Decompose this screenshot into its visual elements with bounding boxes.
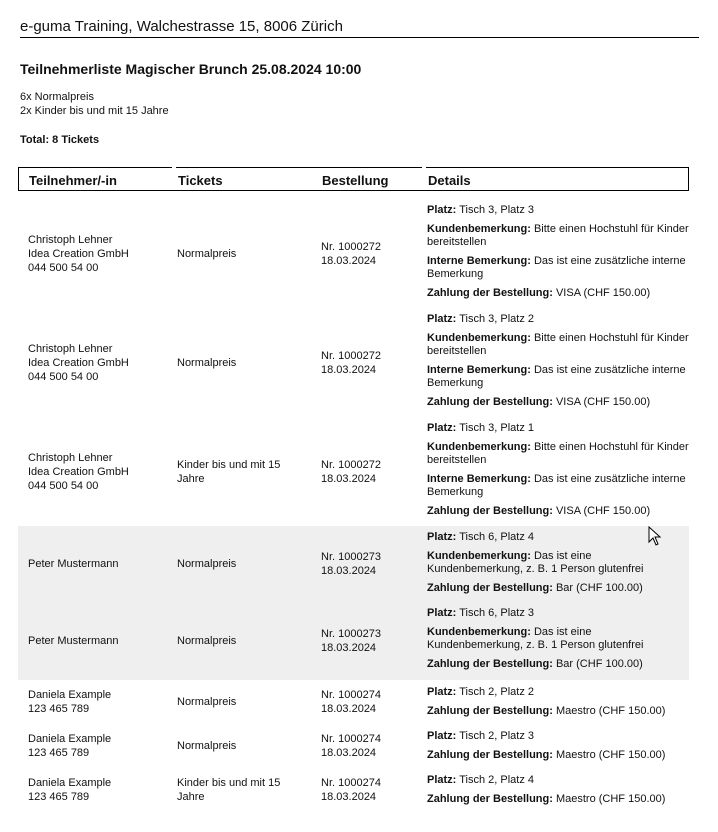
detail-label: Platz: (427, 730, 457, 742)
detail-entry (427, 422, 689, 436)
detail-value: Bar (CHF 100.00) (555, 657, 643, 670)
order-cell (321, 732, 421, 760)
order-number: Nr. 1000272 (321, 458, 381, 471)
detail-label: Kundenbemerkung: (427, 625, 531, 638)
ticket-cell: Normalpreis (177, 356, 237, 369)
detail-entry (427, 686, 689, 700)
table-row (18, 199, 689, 308)
detail-entry (427, 730, 689, 744)
detail-value: Maestro (CHF 150.00) (555, 704, 666, 717)
participant-line: Daniela Example (28, 689, 112, 701)
detail-label: Platz: (427, 531, 457, 543)
participant-line: 123 465 789 (28, 791, 90, 803)
participant-line: Peter Mustermann (28, 635, 119, 647)
details-cell (427, 686, 689, 723)
participant-line: Daniela Example (28, 777, 112, 789)
detail-value: Bitte einen Hochstuhl für Kinder bereitstellen (427, 331, 689, 357)
detail-label: Zahlung der Bestellung: (427, 657, 553, 670)
order-date: 18.03.2024 (321, 791, 377, 803)
participant-cell (28, 342, 173, 384)
ticket-cell: Normalpreis (177, 696, 237, 708)
detail-value: Das ist eine Kundenbemerkung, z. B. 1 Person glutenfrei (427, 549, 644, 575)
order-date: 18.03.2024 (321, 363, 377, 376)
detail-entry (427, 364, 689, 391)
detail-entry (427, 550, 689, 577)
order-date: 18.03.2024 (321, 642, 377, 654)
order-cell (321, 240, 421, 268)
detail-label: Interne Bemerkung: (427, 363, 531, 376)
detail-label: Platz: (427, 686, 457, 698)
detail-value: Bar (CHF 100.00) (555, 581, 643, 594)
ticket-cell: Normalpreis (177, 635, 237, 647)
order-cell (321, 688, 421, 716)
order-number: Nr. 1000274 (321, 777, 381, 789)
detail-entry (427, 582, 689, 596)
order-number: Nr. 1000273 (321, 628, 381, 640)
detail-value: Tisch 2, Platz 4 (459, 774, 534, 786)
detail-label: Zahlung der Bestellung: (427, 504, 553, 517)
table-row (18, 680, 689, 724)
detail-entry (427, 658, 689, 672)
detail-label: Zahlung der Bestellung: (427, 748, 553, 761)
participant-line: 123 465 789 (28, 703, 90, 715)
participant-cell (28, 557, 173, 571)
order-number: Nr. 1000272 (321, 240, 381, 253)
detail-entry (427, 473, 689, 500)
participant-cell (28, 451, 173, 493)
ticket-cell: Kinder bis und mit 15 Jahre (177, 777, 281, 803)
participant-line: 044 500 54 00 (28, 370, 99, 383)
detail-label: Zahlung der Bestellung: (427, 395, 553, 408)
participant-line: Idea Creation GmbH (28, 356, 129, 369)
ticket-cell: Normalpreis (177, 740, 237, 752)
details-cell (427, 422, 689, 523)
column-header-order: Bestellung (322, 173, 389, 188)
detail-entry (427, 204, 689, 218)
detail-label: Platz: (427, 422, 457, 434)
table-row (18, 308, 689, 417)
details-cell (427, 730, 689, 767)
detail-label: Platz: (427, 204, 457, 216)
detail-label: Kundenbemerkung: (427, 440, 531, 453)
ticket-summary (20, 90, 169, 118)
ticket-total: Total: 8 Tickets (20, 134, 100, 146)
order-number: Nr. 1000273 (321, 551, 381, 563)
detail-value: Bitte einen Hochstuhl für Kinder bereitstellen (427, 222, 689, 248)
detail-value: Das ist eine zusätzliche interne Bemerkung (427, 363, 686, 389)
order-number: Nr. 1000272 (321, 349, 381, 362)
column-header-tickets: Tickets (178, 173, 223, 188)
order-date: 18.03.2024 (321, 703, 377, 715)
detail-entry (427, 774, 689, 788)
order-cell (321, 627, 421, 655)
participant-line: Peter Mustermann (28, 558, 119, 570)
details-cell (427, 204, 689, 305)
header-divider (20, 37, 699, 38)
detail-label: Platz: (427, 313, 457, 325)
detail-entry (427, 749, 689, 763)
detail-value: Das ist eine zusätzliche interne Bemerkung (427, 472, 686, 498)
detail-value: Maestro (CHF 150.00) (555, 748, 666, 761)
order-date: 18.03.2024 (321, 254, 377, 267)
table-row (18, 602, 689, 680)
detail-value: Das ist eine Kundenbemerkung, z. B. 1 Person glutenfrei (427, 625, 644, 651)
table-row (18, 417, 689, 526)
table-row (18, 768, 689, 812)
order-date: 18.03.2024 (321, 472, 377, 485)
detail-label: Zahlung der Bestellung: (427, 792, 553, 805)
column-header-details: Details (428, 173, 471, 188)
detail-value: Tisch 2, Platz 3 (459, 730, 534, 742)
order-cell (321, 349, 421, 377)
detail-value: VISA (CHF 150.00) (555, 504, 651, 517)
table-header (18, 167, 689, 191)
order-number: Nr. 1000274 (321, 689, 381, 701)
detail-value: Tisch 2, Platz 2 (459, 686, 534, 698)
table-row (18, 526, 689, 602)
detail-entry (427, 287, 689, 301)
detail-label: Platz: (427, 607, 457, 619)
detail-entry (427, 313, 689, 327)
details-cell (427, 774, 689, 811)
order-date: 18.03.2024 (321, 747, 377, 759)
detail-value: Tisch 3, Platz 3 (459, 204, 534, 216)
detail-entry (427, 607, 689, 621)
participant-cell (28, 732, 173, 760)
detail-entry (427, 255, 689, 282)
participant-line: Christoph Lehner (28, 342, 113, 355)
detail-label: Kundenbemerkung: (427, 222, 531, 235)
detail-entry (427, 223, 689, 250)
ticket-cell: Normalpreis (177, 247, 237, 260)
participant-line: Christoph Lehner (28, 451, 113, 464)
participant-line: 044 500 54 00 (28, 261, 99, 274)
organization-header: e-guma Training, Walchestrasse 15, 8006 Zürich (20, 18, 343, 35)
detail-value: VISA (CHF 150.00) (555, 286, 651, 299)
detail-entry (427, 441, 689, 468)
detail-label: Kundenbemerkung: (427, 549, 531, 562)
detail-entry (427, 396, 689, 410)
detail-label: Platz: (427, 774, 457, 786)
detail-value: Tisch 6, Platz 4 (459, 531, 534, 543)
detail-value: Tisch 3, Platz 1 (459, 422, 534, 434)
detail-label: Zahlung der Bestellung: (427, 286, 553, 299)
detail-value: VISA (CHF 150.00) (555, 395, 651, 408)
detail-entry (427, 505, 689, 519)
detail-entry (427, 793, 689, 807)
summary-line: 2x Kinder bis und mit 15 Jahre (20, 105, 169, 117)
order-number: Nr. 1000274 (321, 733, 381, 745)
participant-line: Idea Creation GmbH (28, 247, 129, 260)
detail-label: Zahlung der Bestellung: (427, 704, 553, 717)
detail-value: Bitte einen Hochstuhl für Kinder bereitstellen (427, 440, 689, 466)
summary-line: 6x Normalpreis (20, 91, 94, 103)
participant-line: Idea Creation GmbH (28, 465, 129, 478)
order-cell (321, 458, 421, 486)
order-cell (321, 776, 421, 804)
order-date: 18.03.2024 (321, 565, 377, 577)
detail-value: Das ist eine zusätzliche interne Bemerkung (427, 254, 686, 280)
detail-value: Maestro (CHF 150.00) (555, 792, 666, 805)
detail-label: Interne Bemerkung: (427, 254, 531, 267)
participant-line: Christoph Lehner (28, 233, 113, 246)
participant-cell (28, 688, 173, 716)
ticket-cell: Kinder bis und mit 15 Jahre (177, 458, 281, 485)
detail-entry (427, 626, 689, 653)
participant-line: Daniela Example (28, 733, 112, 745)
detail-label: Zahlung der Bestellung: (427, 581, 553, 594)
participant-cell (28, 634, 173, 648)
page-title: Teilnehmerliste Magischer Brunch 25.08.2024 10:00 (20, 61, 362, 77)
detail-value: Tisch 6, Platz 3 (459, 607, 534, 619)
mouse-pointer-icon (648, 526, 664, 546)
order-cell (321, 550, 421, 578)
participant-cell (28, 233, 173, 275)
detail-entry (427, 705, 689, 719)
ticket-cell: Normalpreis (177, 558, 237, 570)
table-row (18, 724, 689, 768)
participant-line: 044 500 54 00 (28, 479, 99, 492)
detail-label: Kundenbemerkung: (427, 331, 531, 344)
column-header-participant: Teilnehmer/-in (29, 173, 117, 188)
detail-label: Interne Bemerkung: (427, 472, 531, 485)
details-cell (427, 607, 689, 676)
detail-entry (427, 332, 689, 359)
participant-line: 123 465 789 (28, 747, 90, 759)
detail-value: Tisch 3, Platz 2 (459, 313, 534, 325)
participant-cell (28, 776, 173, 804)
details-cell (427, 313, 689, 414)
